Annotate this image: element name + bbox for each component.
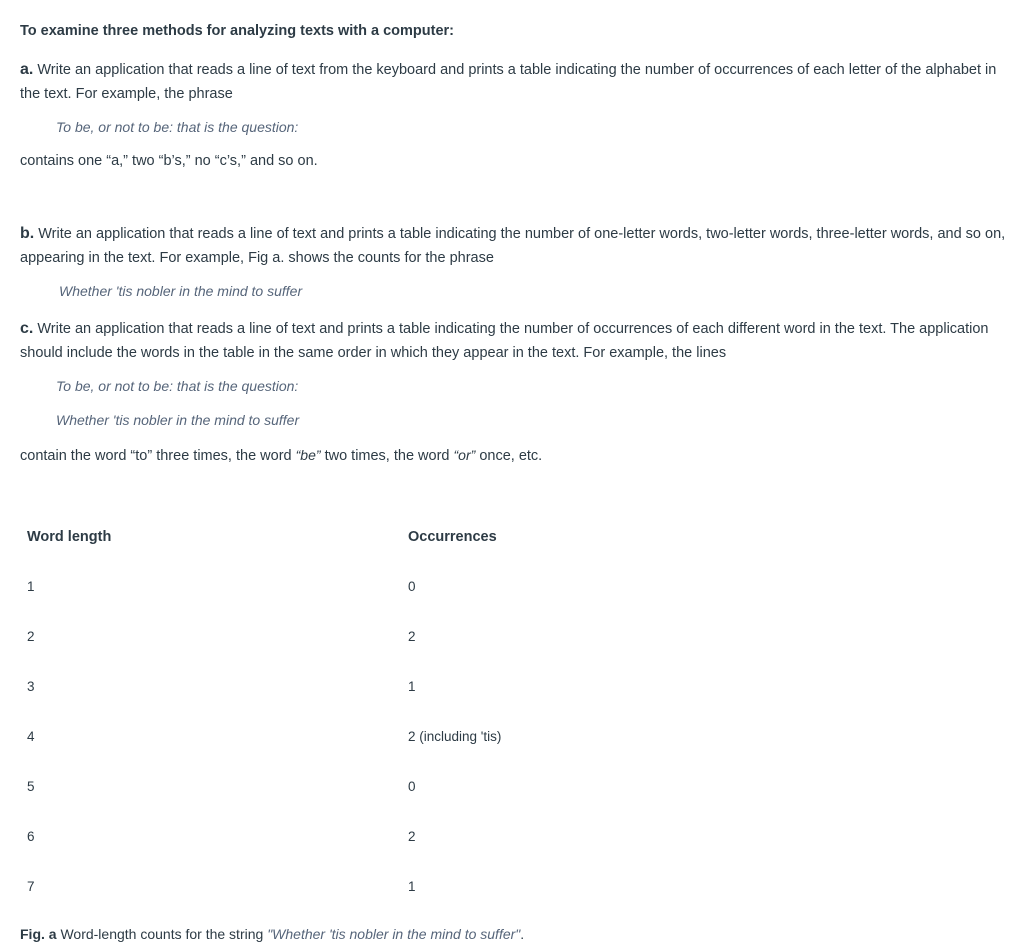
part-a-label: a. <box>20 61 34 78</box>
caption-text: Word-length counts for the string <box>56 926 268 942</box>
part-b-paragraph <box>20 222 1010 270</box>
part-c-text: Write an application that reads a line of text and prints a table indicating the number of occurrences of each different word in the text. The application should include the words in the table in the same order in which they appear in the text. For example, the lines <box>20 321 989 361</box>
part-c-result-prefix: contain the word “to” three times, the word <box>20 448 296 464</box>
part-a-example: To be, or not to be: that is the question: <box>56 119 299 135</box>
part-c-result <box>20 447 542 464</box>
caption-end: . <box>520 926 525 942</box>
row-5-occurrences: 0 <box>408 779 416 794</box>
row-4-occurrences: 2 (including 'tis) <box>408 729 502 744</box>
part-c-example-1: To be, or not to be: that is the question: <box>56 378 299 394</box>
part-c-paragraph <box>20 317 1010 365</box>
row-3-length: 3 <box>27 679 35 694</box>
row-2-length: 2 <box>27 629 35 644</box>
header-occurrences: Occurrences <box>408 529 497 545</box>
part-c-result-be: “be” <box>295 447 321 463</box>
part-c-result-or: “or” <box>453 447 476 463</box>
part-b-text: Write an application that reads a line of text and prints a table indicating the number of one-letter words, two-letter words, three-letter words, and so on, appearing in the text. For example, Fig a. shows the counts for the phrase <box>20 226 1006 266</box>
row-7-length: 7 <box>27 879 35 894</box>
row-1-occurrences: 0 <box>408 579 416 594</box>
part-c-example-2: Whether 'tis nobler in the mind to suffer <box>56 412 300 428</box>
header-word-length: Word length <box>27 529 112 545</box>
caption-label: Fig. a <box>20 926 57 942</box>
part-b-example: Whether 'tis nobler in the mind to suffer <box>59 283 303 299</box>
row-1-length: 1 <box>27 579 35 594</box>
row-5-length: 5 <box>27 779 35 794</box>
part-c-result-suffix: once, etc. <box>475 448 543 464</box>
row-3-occurrences: 1 <box>408 679 416 694</box>
part-c-label: c. <box>20 320 34 337</box>
row-4-length: 4 <box>27 729 35 744</box>
part-b-label: b. <box>20 225 35 242</box>
figure-caption <box>20 926 524 942</box>
part-a-text: Write an application that reads a line of text from the keyboard and prints a table indicating the number of occurrences of each letter of the alphabet in the text. For example, the phrase <box>20 62 997 102</box>
part-a-paragraph <box>20 58 1010 106</box>
row-6-occurrences: 2 <box>408 829 416 844</box>
row-6-length: 6 <box>27 829 35 844</box>
row-2-occurrences: 2 <box>408 629 416 644</box>
part-c-result-mid: two times, the word <box>320 448 454 464</box>
row-7-occurrences: 1 <box>408 879 416 894</box>
part-a-result: contains one “a,” two “b’s,” no “c’s,” and so on. <box>20 153 318 169</box>
caption-quote: "Whether 'tis nobler in the mind to suffer" <box>267 926 521 942</box>
intro-heading: To examine three methods for analyzing texts with a computer: <box>20 23 455 39</box>
